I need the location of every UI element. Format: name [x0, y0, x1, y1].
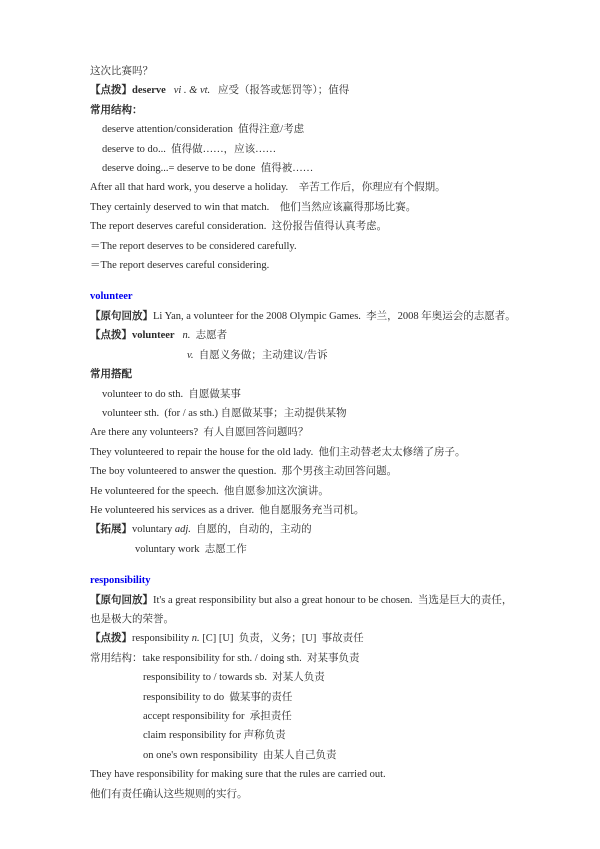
text-segment: 应受（报答或惩罚等）；值得	[210, 85, 350, 97]
text-line	[90, 765, 540, 784]
text-line	[90, 785, 540, 804]
text-segment: They have responsibility for making sure that the rules are carried out.	[90, 769, 386, 781]
text-segment: 常用结构：	[90, 652, 143, 664]
text-line	[90, 668, 540, 687]
text-segment: 【拓展】	[90, 524, 132, 536]
text-segment: ＝The report deserves to be considered carefully.	[90, 240, 297, 252]
text-line	[90, 365, 540, 384]
headword-volunteer: volunteer	[90, 291, 133, 303]
text-segment: voluntary work 志愿工作	[135, 543, 247, 555]
text-segment: responsibility	[132, 633, 192, 645]
text-line	[90, 520, 540, 539]
text-segment: ＝The report deserves careful considering.	[90, 260, 270, 272]
text-line	[90, 423, 540, 442]
text-line	[90, 159, 540, 178]
text-line	[90, 688, 540, 707]
text-line	[90, 101, 540, 120]
text-segment: claim responsibility for 声称负责	[143, 730, 286, 742]
text-line	[90, 237, 540, 256]
text-segment: on one's own responsibility 由某人自己负责	[143, 749, 337, 761]
text-segment: accept responsibility for 承担责任	[143, 711, 292, 722]
headword-responsibility: responsibility	[90, 575, 151, 587]
text-segment: n.	[182, 330, 191, 342]
text-segment: After all that hard work, you deserve a holiday. 辛苦工作后，你理应有个假期。	[90, 182, 446, 194]
text-line	[90, 81, 540, 100]
text-line	[90, 707, 540, 726]
text-segment: responsibility to do 做某事的责任	[143, 691, 293, 703]
text-line	[90, 540, 540, 559]
text-line	[90, 649, 540, 668]
text-line	[90, 726, 540, 745]
text-segment: 【点拨】	[90, 85, 132, 97]
text-segment	[166, 85, 174, 96]
text-segment: 常用结构：	[90, 104, 143, 116]
text-segment: vi . & vt.	[173, 85, 211, 97]
text-line	[90, 591, 540, 610]
text-segment: adj.	[174, 524, 191, 536]
text-line	[90, 140, 540, 159]
text-segment: deserve doing...= deserve to be done 值得被……	[102, 163, 314, 175]
text-segment: deserve attention/consideration 值得注意/考虑	[102, 124, 305, 136]
text-segment: 常用搭配	[90, 369, 132, 381]
section-deserve	[90, 62, 540, 275]
text-segment: volunteer	[132, 330, 175, 342]
text-segment: volunteer sth. (for / as sth.) 自愿做某事；主动提供某物	[102, 407, 347, 419]
text-line	[90, 746, 540, 765]
text-segment: 【原句回放】	[90, 310, 153, 322]
text-line	[90, 482, 540, 501]
text-line	[90, 120, 540, 139]
text-line	[90, 404, 540, 423]
text-line	[90, 217, 540, 236]
text-segment: deserve to do... 值得做……，应该……	[102, 143, 277, 155]
text-segment: 这次比赛吗？	[90, 66, 153, 77]
text-segment: He volunteered for the speech. 他自愿参加这次演讲。	[90, 485, 329, 497]
text-segment: take responsibility for sth. / doing sth. 对某事负责	[142, 652, 360, 664]
text-segment: 【原句回放】	[90, 594, 153, 606]
text-segment: v.	[187, 349, 194, 361]
text-segment: responsibility to / towards sb. 对某人负责	[143, 672, 325, 684]
section-volunteer	[90, 287, 540, 559]
text-segment: 【点拨】	[90, 330, 132, 342]
text-line	[90, 462, 540, 481]
text-line	[90, 629, 540, 648]
text-segment: voluntary	[132, 524, 175, 536]
text-segment: volunteer to do sth. 自愿做某事	[102, 388, 241, 400]
text-line	[90, 346, 540, 365]
text-line	[90, 610, 540, 629]
text-segment: 他们有责任确认这些规则的实行。	[90, 788, 248, 800]
text-line	[90, 198, 540, 217]
text-segment: It's a great responsibility but also a great honour to be chosen. 当选是巨大的责任，	[153, 594, 513, 606]
text-segment: He volunteered his services as a driver. 他自愿服务充当司机。	[90, 504, 365, 516]
section-responsibility	[90, 571, 540, 804]
text-line	[90, 501, 540, 520]
text-segment: deserve	[132, 85, 166, 97]
text-line	[90, 256, 540, 275]
text-segment: n.	[191, 633, 200, 645]
text-segment: Li Yan, a volunteer for the 2008 Olympic Games. 李兰，2008 年奥运会的志愿者。	[153, 310, 516, 322]
text-segment: The report deserves careful consideration. 这份报告值得认真考虑。	[90, 221, 388, 233]
text-line	[90, 62, 540, 81]
text-segment: 【点拨】	[90, 633, 132, 645]
text-segment: 也是极大的荣誉。	[90, 613, 174, 625]
text-segment: They volunteered to repair the house for the old lady. 他们主动替老太太修缮了房子。	[90, 446, 466, 458]
text-line	[90, 443, 540, 462]
text-segment: They certainly deserved to win that match. 他们当然应该赢得那场比赛。	[90, 201, 417, 213]
text-segment: 自愿的，自动的，主动的	[190, 524, 312, 536]
text-segment: 志愿者	[190, 330, 228, 342]
text-segment: The boy volunteered to answer the question. 那个男孩主动回答问题。	[90, 466, 398, 478]
text-line	[90, 326, 540, 345]
text-line	[90, 385, 540, 404]
text-segment: 自愿义务做；主动建议/告诉	[193, 349, 328, 361]
text-segment: Are there any volunteers? 有人自愿回答问题吗？	[90, 427, 309, 439]
text-line	[90, 178, 540, 197]
text-line	[90, 307, 540, 326]
text-segment: [C] [U] 负责，义务；[U] 事故责任	[199, 633, 364, 645]
